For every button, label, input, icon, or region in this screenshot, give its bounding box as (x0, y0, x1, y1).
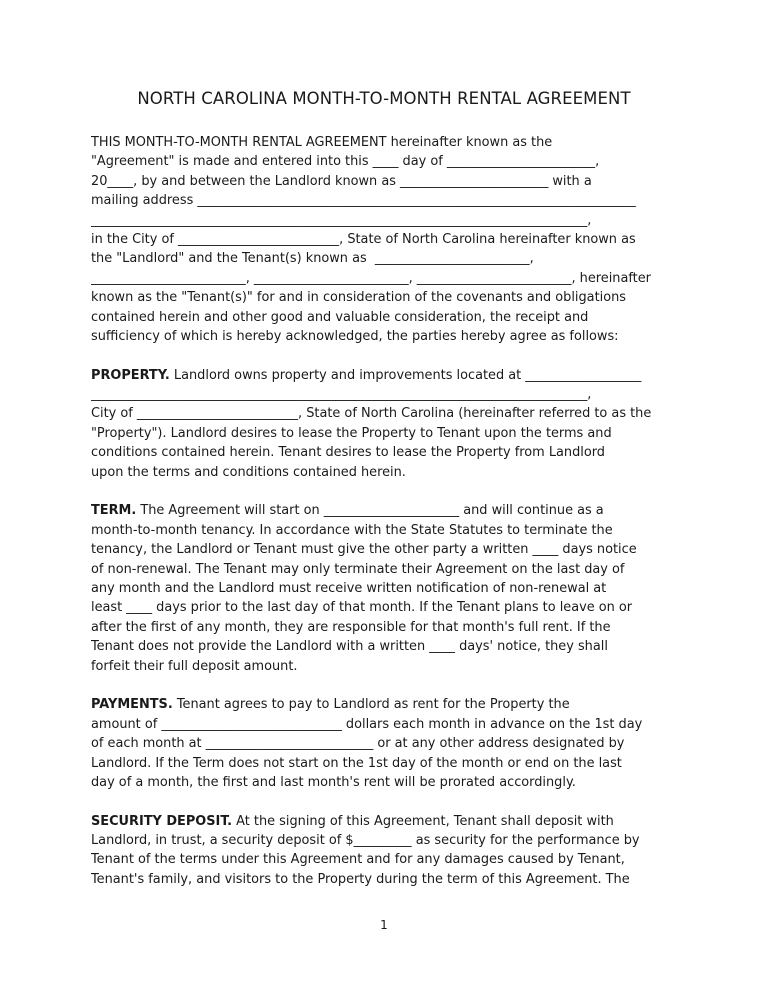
intro-line: in the City of _________________________, State of North Carolina hereinafter known as (91, 231, 636, 247)
property-line-text: Landlord owns property and improvements located at __________________ (169, 367, 642, 383)
page-number: 1 (380, 918, 388, 932)
property-line: _____________________________________________________________________________, (91, 387, 592, 403)
intro-line: _____________________________________________________________________________, (91, 212, 592, 228)
property-line (91, 366, 675, 385)
term-line: after the first of any month, they are responsible for that month's full rent. If the (91, 619, 611, 635)
security-deposit-line: Tenant's family, and visitors to the Property during the term of this Agreement. The (91, 871, 630, 887)
payments-line-text: Tenant agrees to pay to Landlord as rent for the Property the (172, 697, 570, 713)
term-line: tenancy, the Landlord or Tenant must give the other party a written ____ days notice (91, 542, 637, 558)
security-deposit-heading: SECURITY DEPOSIT. (91, 813, 233, 829)
intro-line: known as the "Tenant(s)" for and in consideration of the covenants and obligations (91, 290, 626, 306)
term-line: Tenant does not provide the Landlord with a written ____ days' notice, they shall (91, 639, 608, 655)
payments-line: of each month at __________________________ or at any other address designated by (91, 736, 625, 752)
security-deposit-line: Tenant of the terms under this Agreement and for any damages caused by Tenant, (91, 852, 625, 868)
payments-line: amount of ____________________________ dollars each month in advance on the 1st day (91, 716, 643, 732)
payments-heading: PAYMENTS. (91, 697, 173, 713)
payments-line (91, 695, 675, 714)
intro-paragraph (91, 133, 675, 346)
property-section (91, 366, 675, 482)
security-deposit-line: Landlord, in trust, a security deposit of $_________ as security for the performance by (91, 833, 640, 849)
term-line: month-to-month tenancy. In accordance with the State Statutes to terminate the (91, 522, 613, 538)
term-line-text: The Agreement will start on _____________________ and will continue as a (136, 503, 604, 519)
term-line (91, 501, 675, 520)
security-deposit-section (91, 812, 675, 890)
security-deposit-line (91, 812, 675, 831)
intro-line: contained herein and other good and valuable consideration, the receipt and (91, 309, 589, 325)
property-heading: PROPERTY. (91, 367, 170, 383)
payments-section (91, 695, 675, 792)
payments-line: day of a month, the first and last month's rent will be prorated accordingly. (91, 774, 576, 790)
document-body (91, 133, 675, 889)
intro-line: THIS MONTH-TO-MONTH RENTAL AGREEMENT hereinafter known as the (91, 135, 553, 150)
property-line: City of _________________________, State of North Carolina (hereinafter referred to as the (91, 406, 652, 422)
intro-line: mailing address ____________________________________________________________________ (91, 193, 636, 209)
security-deposit-line-text: At the signing of this Agreement, Tenant shall deposit with (232, 813, 614, 829)
intro-line: the "Landlord" and the Tenant(s) known as ________________________, (91, 251, 534, 267)
property-line: "Property"). Landlord desires to lease the Property to Tenant upon the terms and (91, 425, 612, 441)
property-line: conditions contained herein. Tenant desires to lease the Property from Landlord (91, 445, 605, 461)
intro-line: ________________________, ________________________, ________________________, hereinafter (91, 270, 651, 286)
property-line: upon the terms and conditions contained herein. (91, 464, 406, 480)
document-title: NORTH CAROLINA MONTH-TO-MONTH RENTAL AGREEMENT (137, 89, 631, 108)
term-line: of non-renewal. The Tenant may only terminate their Agreement on the last day of (91, 561, 625, 577)
term-line: least ____ days prior to the last day of that month. If the Tenant plans to leave on or (91, 600, 633, 616)
term-line: forfeit their full deposit amount. (91, 658, 298, 674)
term-line: any month and the Landlord must receive written notification of non-renewal at (91, 580, 607, 596)
intro-line: "Agreement" is made and entered into this ____ day of _______________________, (91, 154, 600, 170)
term-section (91, 501, 675, 676)
intro-line: 20____, by and between the Landlord known as _______________________ with a (91, 173, 592, 189)
intro-line: sufficiency of which is hereby acknowledged, the parties hereby agree as follows: (91, 328, 619, 344)
payments-line: Landlord. If the Term does not start on the 1st day of the month or end on the last (91, 755, 622, 771)
term-heading: TERM. (91, 503, 137, 519)
